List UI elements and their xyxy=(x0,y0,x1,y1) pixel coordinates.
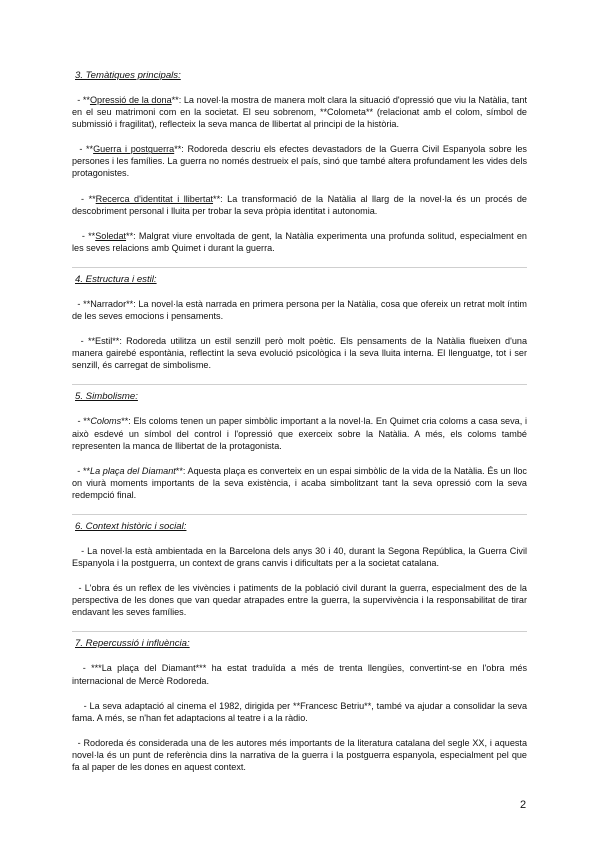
section-heading-repercussio: 7. Repercussió i influència: xyxy=(75,638,190,650)
term-soledat: Soledat xyxy=(95,230,127,241)
divider xyxy=(72,267,527,268)
section-heading-simbolisme: 5. Simbolisme: xyxy=(75,391,138,403)
paragraph-guerra: - **Guerra i postguerra**: Rodoreda descriu els efectes devastadors de la Guerra Civil Espanyola sobre les persones i les famílies. La guerra no només destrueix el país, sinó que també altera profundament les vides dels protagonistes. xyxy=(72,144,527,179)
paragraph-soledat: - **Soledat**: Malgrat viure envoltada de gent, la Natàlia experimenta una profunda solitud, especialment en les seves relacions amb Quimet i durant la guerra. xyxy=(72,230,527,253)
page-number: 2 xyxy=(520,799,527,811)
paragraph-coloms: - **Coloms**: Els coloms tenen un paper simbòlic important a la novel·la. En Quimet cria coloms a casa seva, i això esdevé un símbol del control i l'opressió que exerceix sobre la Natàlia. A més, els coloms també representen la manca de llibertat de la protagonista. xyxy=(72,416,527,451)
section-heading-context: 6. Context històric i social: xyxy=(75,520,187,532)
paragraph-traduccions: - ***La plaça del Diamant*** ha estat traduïda a més de trenta llengües, convertint-se en l'obra més internacional de Mercè Rodoreda. xyxy=(72,663,527,686)
paragraph-reflex: - L'obra és un reflex de les vivències i patiments de la població civil durant la guerra, especialment des de la perspectiva de les dones que van quedar atrapades entre la guerra, la supervivència i la responsabilitat de tirar endavant les seves famílies. xyxy=(72,583,527,618)
paragraph-cinema: - La seva adaptació al cinema el 1982, dirigida per **Francesc Betriu**, també va ajudar a consolidar la seva fama. A més, se n'han fet adaptacions al teatre i a la ràdio. xyxy=(72,700,527,723)
term-recerca: Recerca d'identitat i llibertat xyxy=(95,193,214,204)
divider xyxy=(72,514,527,515)
term-placa: La plaça del Diamant xyxy=(90,465,176,476)
term-coloms: Coloms xyxy=(90,416,122,427)
paragraph-estil: - **Estil**: Rodoreda utilitza un estil senzill però molt poètic. Els pensaments de la Natàlia flueixen d'una manera gairebé espontània, reflectint la seva evolució psicològica i la seva lluita interna. El llenguatge, tot i ser senzill, és carregat de simbolisme. xyxy=(72,336,527,371)
term-guerra: Guerra i postguerra xyxy=(93,144,175,155)
divider xyxy=(72,384,527,385)
paragraph-narrador: - **Narrador**: La novel·la està narrada en primera persona per la Natàlia, cosa que ofereix un retrat molt íntim de les seves emocions i pensaments. xyxy=(72,298,527,322)
paragraph-ambientacio: - La novel·la està ambientada en la Barcelona dels anys 30 i 40, durant la Segona República, la Guerra Civil Espanyola i la postguerra, un context de grans canvis i dificultats per a la societat catalana. xyxy=(72,545,527,569)
paragraph-placa: - **La plaça del Diamant**: Aquesta plaça es converteix en un espai simbòlic de la vida de la Natàlia. És un lloc on viurà moments importants de la seva existència, i acaba simbolitzant tant la seva opressió com la seva redempció final. xyxy=(72,465,527,500)
term-opressio: Opressió de la dona xyxy=(89,95,172,105)
page-content xyxy=(72,70,527,786)
paragraph-recerca: - **Recerca d'identitat i llibertat**: La transformació de la Natàlia al llarg de la novel·la és un procés de descobriment personal i lluita per trobar la seva pròpia identitat i autonomia. xyxy=(72,193,527,216)
paragraph-opressio: - **Opressió de la dona**: La novel·la mostra de manera molt clara la situació d'opressió que viu la Natàlia, tant en el seu matrimoni com en la societat. El seu sobrenom, **Colometa** (relacionat amb el colom, símbol de submissió i fragilitat), reflecteix la seva manca de llibertat al principi de la història. xyxy=(72,95,527,130)
divider xyxy=(72,631,527,632)
section-heading-tematiques: 3. Temàtiques principals: xyxy=(75,70,181,81)
section-heading-estructura: 4. Estructura i estil: xyxy=(75,273,157,285)
paragraph-importancia: - Rodoreda és considerada una de les autores més importants de la literatura catalana del segle XX, i aquesta novel·la és un punt de referència dins la narrativa de la guerra i la postguerra espanyola, especialment pel que fa al paper de les dones en aquest context. xyxy=(72,737,528,772)
